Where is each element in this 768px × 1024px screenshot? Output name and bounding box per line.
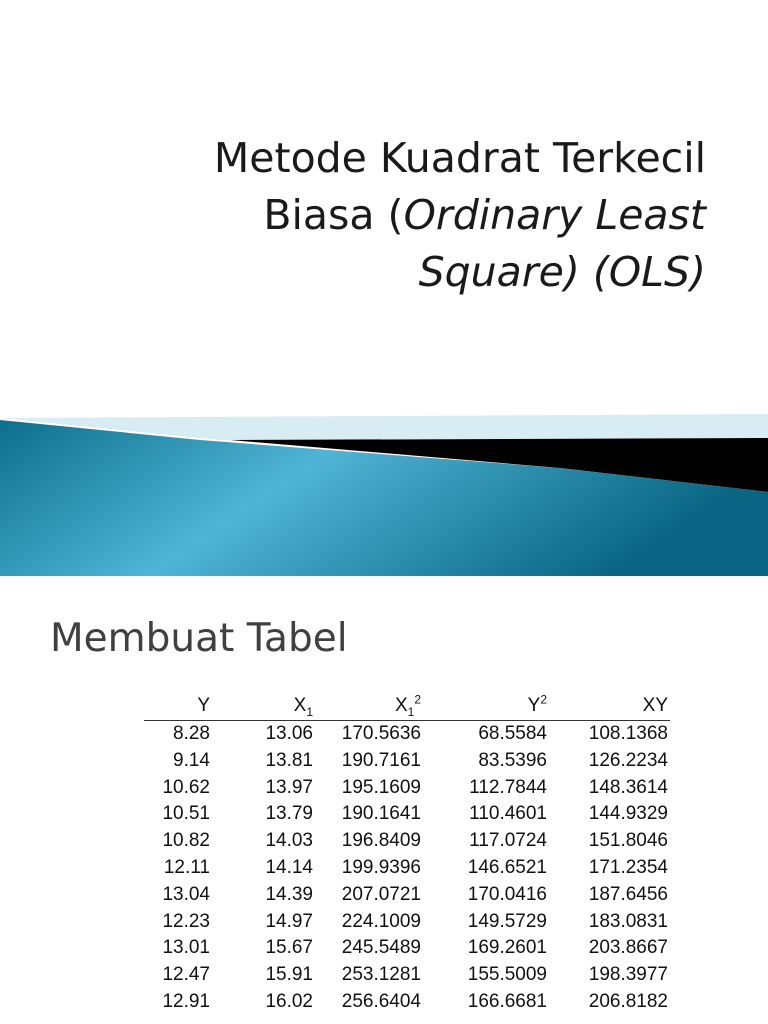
cell-x1-squared: 224.1009	[341, 910, 421, 932]
cell-y-squared: 68.5584	[478, 723, 547, 744]
cell-x1-squared: 199.9396	[341, 856, 421, 878]
table-header-row	[144, 692, 670, 721]
cell-x1: 13.79	[265, 803, 313, 825]
title-line-2-plain: Biasa (	[263, 191, 404, 239]
table-row	[144, 748, 670, 775]
decorative-band	[0, 410, 768, 576]
cell-y: 10.51	[162, 803, 210, 825]
cell-x1: 16.02	[265, 990, 313, 1012]
cell-xy: 183.0831	[588, 910, 668, 932]
cell-y: 9.14	[173, 749, 210, 771]
cell-y-squared: 117.0724	[469, 830, 547, 852]
cell-xy: 144.9329	[588, 803, 668, 825]
header-y-squared	[423, 692, 549, 720]
table-row	[144, 962, 670, 989]
slide-heading: Membuat Tabel	[50, 616, 348, 661]
cell-x1: 14.97	[265, 910, 313, 932]
cell-y: 13.04	[162, 883, 210, 905]
cell-y: 12.23	[162, 910, 210, 932]
cell-x1: 13.06	[265, 723, 313, 744]
table-slide	[0, 576, 768, 1024]
table-row	[144, 775, 670, 802]
slide-title	[86, 130, 706, 301]
cell-x1: 15.67	[265, 937, 313, 959]
cell-x1-squared: 170.5636	[341, 723, 421, 744]
cell-xy: 171.2354	[588, 856, 668, 878]
header-ysq-base: Y	[527, 695, 541, 716]
cell-y-squared: 149.5729	[467, 910, 547, 932]
cell-y-squared: 83.5396	[478, 749, 547, 771]
cell-x1: 15.91	[265, 964, 313, 986]
cell-y-squared: 166.6681	[467, 990, 547, 1012]
header-x1sq-base: X	[394, 695, 408, 716]
cell-xy: 198.3977	[588, 964, 668, 986]
cell-xy: 187.6456	[588, 883, 668, 905]
cell-y-squared: 146.6521	[467, 856, 547, 878]
header-x1sq-sup: 2	[414, 692, 421, 707]
cell-x1-squared: 195.1609	[341, 776, 421, 798]
cell-x1-squared: 256.6404	[341, 990, 421, 1012]
cell-x1: 14.14	[265, 856, 313, 878]
header-ysq-sup: 2	[540, 692, 547, 707]
cell-y-squared: 170.0416	[467, 883, 547, 905]
title-line-1: Metode Kuadrat Terkecil	[213, 134, 706, 182]
cell-x1: 14.03	[265, 830, 313, 852]
title-line-2	[86, 187, 706, 244]
table-row	[144, 909, 670, 936]
cell-y: 12.47	[162, 964, 210, 986]
table-row	[144, 828, 670, 855]
cell-y: 10.82	[162, 830, 210, 852]
cell-y-squared: 112.7844	[469, 776, 547, 798]
title-line-3: Square) (OLS)	[418, 248, 706, 296]
cell-xy: 151.8046	[588, 830, 668, 852]
cell-y: 12.11	[163, 856, 210, 878]
cell-xy: 148.3614	[588, 776, 668, 798]
cell-x1-squared: 190.1641	[341, 803, 421, 825]
header-xy: XY	[642, 695, 668, 716]
title-line-2-italic: Ordinary Least	[403, 191, 706, 239]
header-x1-base: X	[293, 695, 307, 716]
cell-y: 8.28	[173, 723, 210, 744]
header-y: Y	[197, 695, 210, 716]
header-x1-squared	[315, 692, 423, 720]
cell-x1-squared: 190.7161	[341, 749, 421, 771]
table-row	[144, 801, 670, 828]
cell-x1-squared: 253.1281	[341, 964, 421, 986]
cell-x1-squared: 196.8409	[341, 830, 421, 852]
cell-y: 13.01	[162, 937, 210, 959]
cell-y-squared: 155.5009	[467, 964, 547, 986]
cell-y: 10.62	[162, 776, 210, 798]
cell-x1-squared: 207.0721	[341, 883, 421, 905]
table-row	[144, 882, 670, 909]
cell-xy: 206.8182	[588, 990, 668, 1012]
table-row	[144, 721, 670, 748]
cell-y: 12.91	[162, 990, 210, 1012]
header-x1	[212, 692, 315, 720]
cell-y-squared: 110.4601	[469, 803, 547, 825]
table-row	[144, 855, 670, 882]
header-x1-sub: 1	[306, 704, 313, 719]
cell-xy: 108.1368	[588, 723, 668, 744]
cell-xy: 126.2234	[588, 749, 668, 771]
header-x1sq-sub: 1	[407, 704, 415, 719]
data-table	[144, 692, 670, 1016]
cell-xy: 203.8667	[588, 937, 668, 959]
cell-y-squared: 169.2601	[467, 937, 547, 959]
table-row	[144, 989, 670, 1016]
cell-x1-squared: 245.5489	[341, 937, 421, 959]
cell-x1: 13.81	[265, 749, 313, 771]
cell-x1: 14.39	[265, 883, 313, 905]
cell-x1: 13.97	[265, 776, 313, 798]
table-row	[144, 935, 670, 962]
